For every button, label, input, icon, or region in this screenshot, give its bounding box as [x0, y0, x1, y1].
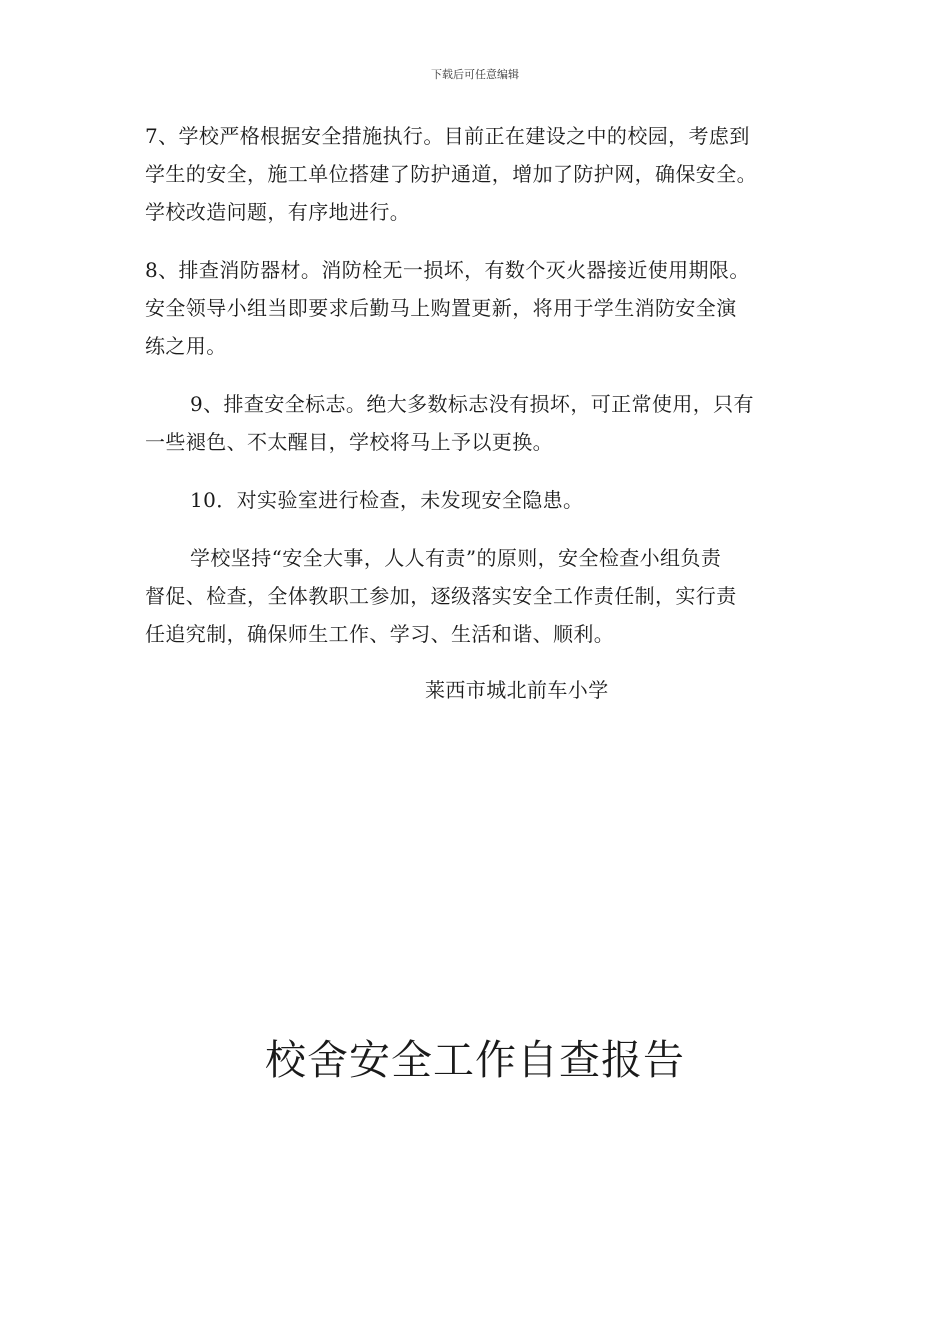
paragraph-9-line-1: 9、排查安全标志。绝大多数标志没有损坏，可正常使用，只有	[190, 392, 754, 416]
paragraph-7-line-2: 学生的安全，施工单位搭建了防护通道，增加了防护网，确保安全。	[145, 162, 757, 186]
document-title: 校舍安全工作自查报告	[265, 1036, 685, 1084]
paragraph-7-line-3: 学校改造问题，有序地进行。	[145, 200, 411, 224]
paragraph-8-line-3: 练之用。	[145, 334, 227, 358]
conclusion-line-3: 任追究制，确保师生工作、学习、生活和谐、顺利。	[145, 622, 615, 646]
paragraph-7-line-1: 7、学校严格根据安全措施执行。目前正在建设之中的校园，考虑到	[145, 124, 750, 148]
header-note: 下载后可任意编辑	[431, 68, 519, 81]
signature-school-name: 莱西市城北前车小学	[425, 678, 609, 702]
paragraph-8-line-1: 8、排查消防器材。消防栓无一损坏，有数个灭火器接近使用期限。	[145, 258, 750, 282]
paragraph-9-line-2: 一些褪色、不太醒目，学校将马上予以更换。	[145, 430, 553, 454]
paragraph-10-line-1: 10．对实验室进行检查，未发现安全隐患。	[190, 488, 584, 512]
paragraph-8-line-2: 安全领导小组当即要求后勤马上购置更新，将用于学生消防安全演	[145, 296, 737, 320]
conclusion-line-2: 督促、检查，全体教职工参加，逐级落实安全工作责任制，实行责	[145, 584, 737, 608]
conclusion-line-1: 学校坚持“安全大事，人人有责”的原则，安全检查小组负责	[190, 546, 722, 570]
